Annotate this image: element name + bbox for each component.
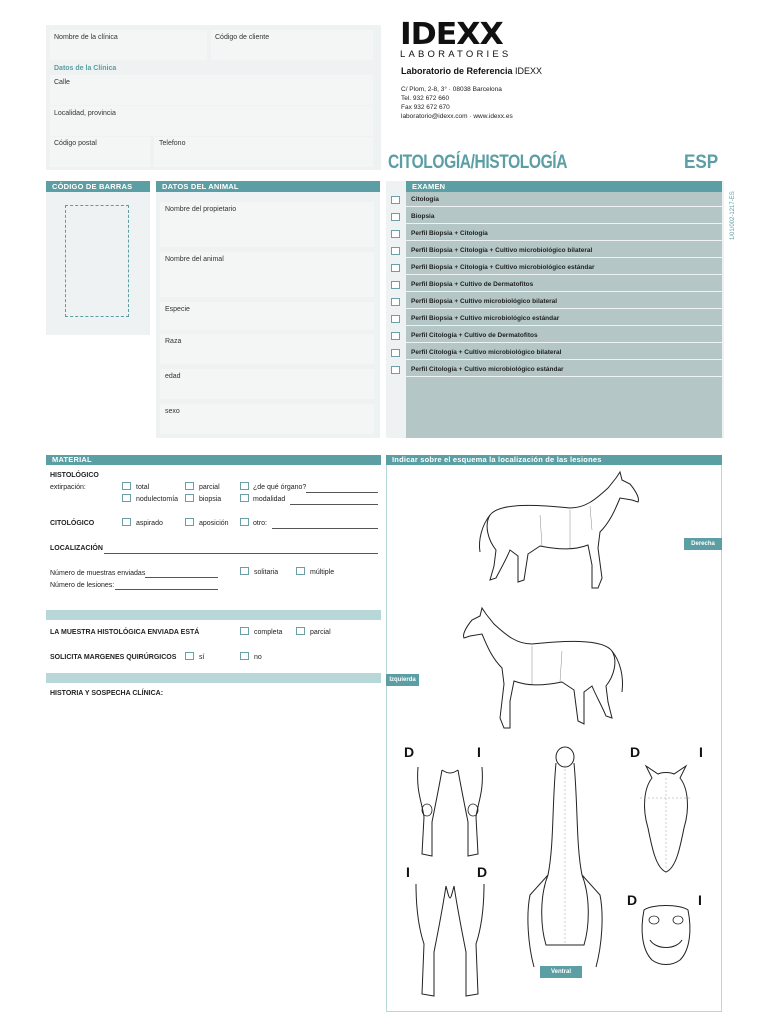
letter-d-4: D	[627, 892, 638, 908]
species-field[interactable]	[160, 302, 374, 330]
age-field[interactable]	[160, 369, 374, 399]
si-label: sí	[199, 654, 205, 661]
aposicion-checkbox[interactable]	[185, 518, 194, 526]
diagram-header: Indicar sobre el esquema la localización de las lesiones	[386, 455, 722, 465]
form-code: 1/01/002-1217-ES	[730, 191, 736, 240]
organo-line[interactable]	[306, 492, 378, 493]
species-label: Especie	[165, 306, 190, 313]
exam-checkbox[interactable]	[391, 349, 400, 357]
otro-label: otro:	[253, 520, 268, 527]
organo-checkbox[interactable]	[240, 482, 249, 490]
clinic-name-label: Nombre de la clínica	[54, 34, 118, 41]
clinic-section-title: Datos de la Clínica	[54, 65, 117, 72]
letter-i-4: I	[698, 892, 702, 908]
hind-legs-icon[interactable]	[410, 882, 490, 1002]
letter-d-2: D	[477, 864, 488, 880]
animal-header: DATOS DEL ANIMAL	[156, 181, 380, 192]
num-lesiones-line[interactable]	[115, 589, 218, 590]
total-label: total	[136, 484, 150, 491]
historia-label: HISTORIA Y SOSPECHA CLÍNICA:	[50, 690, 164, 697]
letter-d-3: D	[630, 744, 641, 760]
nodulectomia-label: nodulectomía	[136, 496, 179, 503]
idexx-logo	[400, 17, 520, 60]
exam-checkbox[interactable]	[391, 264, 400, 272]
lab-email-web: laboratorio@idexx.com · www.idexx.es	[401, 113, 513, 120]
aspirado-checkbox[interactable]	[122, 518, 131, 526]
extirpacion-label: extirpación:	[50, 484, 86, 491]
owner-label: Nombre del propietario	[165, 206, 237, 213]
client-code-label: Código de cliente	[215, 34, 270, 41]
lab-fax: Fax 932 672 670	[401, 104, 450, 111]
barcode-placeholder	[65, 205, 129, 317]
horse-right-side-icon[interactable]	[470, 470, 650, 605]
street-label: Calle	[54, 79, 70, 86]
multiple-checkbox[interactable]	[296, 567, 305, 575]
letter-i-2: I	[406, 864, 410, 880]
exam-item[interactable]: Perfil Biopsia + Cultivo microbiológico estándar	[406, 312, 722, 326]
multiple-label: múltiple	[310, 569, 335, 576]
exam-checkbox[interactable]	[391, 196, 400, 204]
exam-item[interactable]: Perfil Citología + Cultivo microbiológico estándar	[406, 363, 722, 377]
exam-item[interactable]: Biopsia	[406, 210, 722, 224]
animal-name-label: Nombre del animal	[165, 256, 224, 263]
exam-checkbox[interactable]	[391, 213, 400, 221]
muestra-label: LA MUESTRA HISTOLÓGICA ENVIADA ESTÁ	[50, 629, 200, 636]
parcial-label: parcial	[199, 484, 220, 491]
lab-title-bold: Laboratorio de Referencia	[401, 66, 513, 76]
exam-item[interactable]: Citología	[406, 193, 722, 207]
breed-field[interactable]	[160, 334, 374, 364]
exam-checkbox[interactable]	[391, 247, 400, 255]
age-label: edad	[165, 373, 181, 380]
horse-muzzle-icon[interactable]	[636, 900, 696, 970]
city-label: Localidad, provincia	[54, 110, 116, 117]
modalidad-line[interactable]	[290, 504, 378, 505]
exam-checkbox[interactable]	[391, 332, 400, 340]
aposicion-label: aposición	[199, 520, 229, 527]
exam-item[interactable]: Perfil Biopsia + Cultivo de Dermatofitos	[406, 278, 722, 292]
solitaria-label: solitaria	[254, 569, 279, 576]
right-tag: Derecha	[684, 538, 722, 550]
exam-item[interactable]: Perfil Citología + Cultivo microbiológico bilateral	[406, 346, 722, 360]
completa-label: completa	[254, 629, 283, 636]
aspirado-label: aspirado	[136, 520, 163, 527]
margenes-label: SOLICITA MARGENES QUIRÚRGICOS	[50, 654, 177, 661]
letter-i-1: I	[477, 744, 481, 760]
exam-item[interactable]: Perfil Biopsia + Citología	[406, 227, 722, 241]
nodulectomia-checkbox[interactable]	[122, 494, 131, 502]
parcial2-label: parcial	[310, 629, 331, 636]
idexx-logo-text: IDEXX	[400, 17, 503, 52]
breed-label: Raza	[165, 338, 182, 345]
si-checkbox[interactable]	[185, 652, 194, 660]
exam-item[interactable]: Perfil Citología + Cultivo de Dermatofitos	[406, 329, 722, 343]
no-checkbox[interactable]	[240, 652, 249, 660]
material-header: MATERIAL	[46, 455, 381, 465]
sex-field[interactable]	[160, 404, 374, 434]
lab-title	[401, 66, 542, 76]
barcode-header: CÓDIGO DE BARRAS	[46, 181, 150, 192]
otro-checkbox[interactable]	[240, 518, 249, 526]
idexx-logo-subtext: LABORATORIES	[400, 49, 512, 60]
no-label: no	[254, 654, 262, 661]
otro-line[interactable]	[272, 528, 378, 529]
historia-field[interactable]	[46, 700, 381, 1012]
horse-head-front-icon[interactable]	[636, 758, 696, 878]
biopsia-checkbox[interactable]	[185, 494, 194, 502]
form-title: CITOLOGÍA/HISTOLOGÍA	[388, 152, 568, 173]
lab-tel: Tel. 932 672 660	[401, 95, 450, 102]
phone-field[interactable]	[154, 137, 373, 167]
exam-checkbox[interactable]	[391, 230, 400, 238]
exam-checkbox[interactable]	[391, 281, 400, 289]
exam-checkbox[interactable]	[391, 366, 400, 374]
material-divider	[46, 610, 381, 620]
lab-address: C/ Plom, 2-8, 3° · 08038 Barcelona	[401, 86, 502, 93]
num-muestras-label: Número de muestras enviadas	[50, 570, 146, 577]
exam-item[interactable]: Perfil Biopsia + Cultivo microbiológico bilateral	[406, 295, 722, 309]
letter-i-3: I	[699, 744, 703, 760]
localizacion-line[interactable]	[104, 553, 378, 554]
localizacion-label: LOCALIZACIÓN	[50, 545, 103, 552]
parcial2-checkbox[interactable]	[296, 627, 305, 635]
horse-left-side-icon[interactable]	[452, 606, 632, 746]
exam-checkbox[interactable]	[391, 298, 400, 306]
biopsia-label: biopsia	[199, 496, 222, 503]
exam-item[interactable]: Perfil Biopsia + Citología + Cultivo microbiológico bilateral	[406, 244, 722, 258]
street-field[interactable]	[50, 75, 373, 105]
front-legs-icon[interactable]	[410, 762, 490, 862]
total-checkbox[interactable]	[122, 482, 131, 490]
sex-label: sexo	[165, 408, 180, 415]
cito-title: CITOLÓGICO	[50, 520, 95, 527]
phone-label: Telefono	[159, 140, 186, 147]
material-divider-2	[46, 673, 381, 683]
lab-title-rest: IDEXX	[515, 66, 543, 76]
horse-ventral-icon[interactable]	[520, 745, 610, 970]
organo-label: ¿de qué órgano?	[253, 484, 307, 491]
parcial-checkbox[interactable]	[185, 482, 194, 490]
num-lesiones-label: Número de lesiones:	[50, 582, 115, 589]
letter-d-1: D	[404, 744, 415, 760]
exam-header: EXAMEN	[406, 181, 722, 192]
lang-code: ESP	[684, 152, 719, 173]
modalidad-label: modalidad	[253, 496, 286, 503]
ventral-tag: Ventral	[540, 966, 582, 978]
histo-title: HISTOLÓGICO	[50, 472, 99, 479]
num-muestras-line[interactable]	[145, 577, 218, 578]
completa-checkbox[interactable]	[240, 627, 249, 635]
solitaria-checkbox[interactable]	[240, 567, 249, 575]
modalidad-checkbox[interactable]	[240, 494, 249, 502]
exam-checkbox[interactable]	[391, 315, 400, 323]
exam-item[interactable]: Perfil Biopsia + Citología + Cultivo microbiológico estándar	[406, 261, 722, 275]
left-tag: Izquierda	[386, 674, 419, 686]
postal-label: Código postal	[54, 140, 97, 147]
